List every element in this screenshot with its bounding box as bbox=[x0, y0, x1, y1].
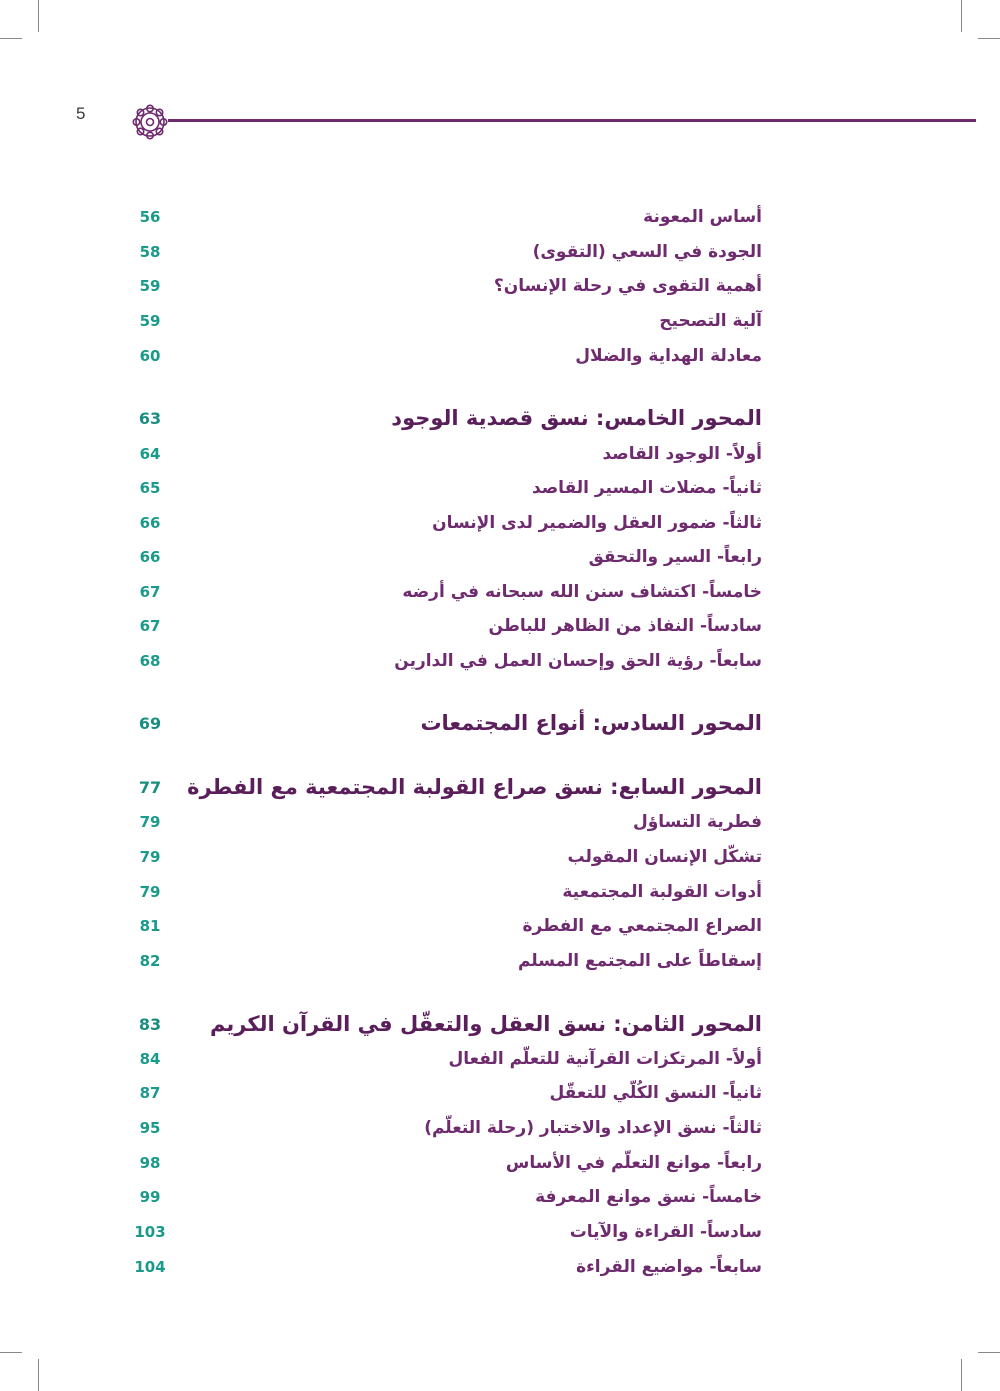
toc-page-number: 104 bbox=[134, 1258, 166, 1276]
toc-page-number: 82 bbox=[139, 952, 161, 970]
toc-page-number: 64 bbox=[139, 445, 161, 463]
toc-chapter-title: المحور السابع: نسق صراع القولبة المجتمعية مع الفطرة bbox=[187, 775, 762, 799]
toc-entry-title: سادساً- النفاذ من الظاهر للباطن bbox=[488, 616, 762, 636]
toc-row bbox=[130, 876, 762, 908]
toc-row bbox=[130, 610, 762, 642]
toc-chapter-row bbox=[130, 707, 762, 739]
toc-entry-title: خامساً- اكتشاف سنن الله سبحانه في أرضه bbox=[402, 582, 762, 602]
toc-row bbox=[130, 645, 762, 677]
toc-page-number: 56 bbox=[139, 208, 161, 226]
toc-page-number: 79 bbox=[139, 813, 161, 831]
header-rule bbox=[168, 119, 976, 122]
toc-page-number: 59 bbox=[139, 312, 161, 330]
toc-row bbox=[130, 270, 762, 302]
toc-entry-title: ثانياً- النسق الكُلّي للتعقّل bbox=[549, 1083, 762, 1103]
toc-entry-title: معادلة الهداية والضلال bbox=[575, 346, 762, 366]
toc-page-number: 87 bbox=[139, 1084, 161, 1102]
toc-entry-title: أولاً- المرتكزات القرآنية للتعلّم الفعال bbox=[448, 1049, 762, 1069]
toc-entry-title: ثالثاً- ضمور العقل والضمير لدى الإنسان bbox=[432, 513, 762, 533]
toc-row bbox=[130, 236, 762, 268]
toc-entry-title: سادساً- القراءة والآيات bbox=[569, 1222, 762, 1242]
toc-entry-title: أولاً- الوجود القاصد bbox=[602, 444, 762, 464]
toc-entry-title: الصراع المجتمعي مع الفطرة bbox=[522, 916, 762, 936]
toc-row bbox=[130, 945, 762, 977]
toc-page-number: 59 bbox=[139, 277, 161, 295]
crop-mark bbox=[38, 1359, 39, 1391]
toc-page-number: 63 bbox=[138, 408, 162, 428]
toc-entry-title: رابعاً- موانع التعلّم في الأساس bbox=[505, 1153, 762, 1173]
crop-mark bbox=[961, 1359, 962, 1391]
page-number: 5 bbox=[76, 104, 86, 123]
toc-page-number: 84 bbox=[139, 1050, 161, 1068]
toc-row bbox=[130, 472, 762, 504]
toc-chapter-row bbox=[130, 402, 762, 434]
toc-row bbox=[130, 576, 762, 608]
toc-row bbox=[130, 340, 762, 372]
toc-row bbox=[130, 507, 762, 539]
crop-mark bbox=[961, 0, 962, 32]
toc-row bbox=[130, 1216, 762, 1248]
toc-page-number: 95 bbox=[139, 1119, 161, 1137]
toc-entry-title: سابعاً- مواضيع القراءة bbox=[576, 1257, 762, 1277]
toc-page-number: 79 bbox=[139, 848, 161, 866]
crop-mark bbox=[0, 1352, 22, 1353]
toc-page-number: 79 bbox=[139, 883, 161, 901]
toc-page-number: 68 bbox=[139, 652, 161, 670]
toc-entry-title: تشكّل الإنسان المقولب bbox=[567, 847, 762, 867]
toc-page-number: 77 bbox=[138, 777, 162, 797]
toc-page-number: 65 bbox=[139, 479, 161, 497]
toc-row bbox=[130, 1251, 762, 1283]
crop-mark bbox=[978, 38, 1000, 39]
toc-entry-title: سابعاً- رؤية الحق وإحسان العمل في الدارين bbox=[394, 651, 762, 671]
toc-entry-title: فطرية التساؤل bbox=[632, 812, 762, 832]
toc-entry-title: رابعاً- السير والتحقق bbox=[588, 547, 762, 567]
rosette-ornament-icon bbox=[131, 103, 169, 141]
toc-page-number: 83 bbox=[138, 1014, 162, 1034]
toc-row bbox=[130, 1043, 762, 1075]
toc-page-number: 67 bbox=[139, 617, 161, 635]
toc-page-number: 67 bbox=[139, 583, 161, 601]
toc-row bbox=[130, 305, 762, 337]
toc-page-number: 99 bbox=[139, 1188, 161, 1206]
toc-entry-title: ثانياً- مضلات المسير القاصد bbox=[531, 478, 762, 498]
toc-page-number: 98 bbox=[139, 1154, 161, 1172]
toc-row bbox=[130, 1147, 762, 1179]
toc-row bbox=[130, 201, 762, 233]
toc-page-number: 69 bbox=[138, 713, 162, 733]
toc-entry-title: إسقاطاً على المجتمع المسلم bbox=[517, 951, 762, 971]
toc-row bbox=[130, 1181, 762, 1213]
toc-row bbox=[130, 841, 762, 873]
crop-mark bbox=[0, 38, 22, 39]
toc-chapter-title: المحور الثامن: نسق العقل والتعقّل في القرآن الكريم bbox=[209, 1012, 762, 1036]
toc-row bbox=[130, 438, 762, 470]
toc-entry-title: ثالثاً- نسق الإعداد والاختبار (رحلة التعلّم) bbox=[424, 1118, 762, 1138]
toc-page-number: 58 bbox=[139, 243, 161, 261]
toc-row bbox=[130, 1112, 762, 1144]
toc-entry-title: الجودة في السعي (التقوى) bbox=[532, 242, 762, 262]
toc-chapter-row bbox=[130, 1008, 762, 1040]
toc-page-number: 81 bbox=[139, 917, 161, 935]
toc-entry-title: آلية التصحيح bbox=[659, 311, 762, 331]
toc-page-number: 103 bbox=[134, 1223, 166, 1241]
toc-entry-title: أهمية التقوى في رحلة الإنسان؟ bbox=[493, 276, 762, 296]
toc-row bbox=[130, 541, 762, 573]
crop-mark bbox=[38, 0, 39, 32]
toc-chapter-title: المحور الخامس: نسق قصدية الوجود bbox=[391, 406, 762, 430]
toc-row bbox=[130, 1077, 762, 1109]
toc-page-number: 60 bbox=[139, 347, 161, 365]
toc-chapter-title: المحور السادس: أنواع المجتمعات bbox=[420, 711, 762, 735]
toc-entry-title: خامساً- نسق موانع المعرفة bbox=[535, 1187, 762, 1207]
toc-row bbox=[130, 910, 762, 942]
toc-row bbox=[130, 806, 762, 838]
crop-mark bbox=[978, 1352, 1000, 1353]
toc-entry-title: أساس المعونة bbox=[643, 207, 762, 227]
toc-page-number: 66 bbox=[139, 514, 161, 532]
toc-chapter-row bbox=[130, 771, 762, 803]
toc-entry-title: أدوات القولبة المجتمعية bbox=[562, 882, 762, 902]
toc-page-number: 66 bbox=[139, 548, 161, 566]
